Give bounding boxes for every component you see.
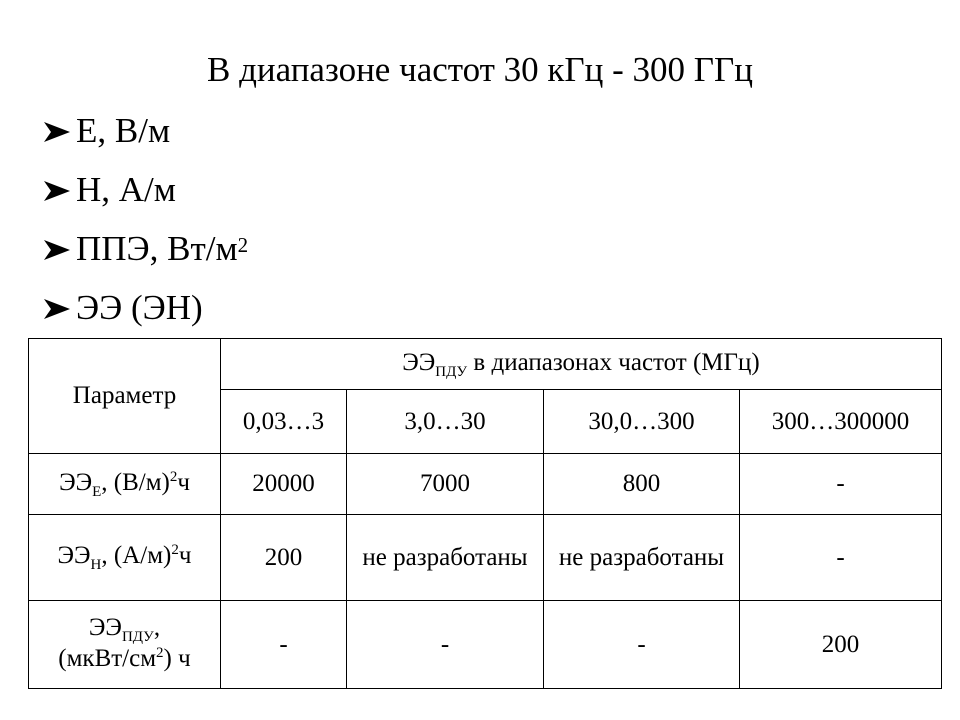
table-cell: 200: [740, 601, 942, 689]
table-cell: 20000: [221, 454, 347, 515]
norms-table: [28, 338, 942, 689]
table-row: [29, 601, 942, 689]
bullet-text: E, В/м: [76, 111, 171, 150]
table-row: [29, 515, 942, 601]
table-cell: 7000: [347, 454, 544, 515]
table-cell: -: [740, 515, 942, 601]
row-label: $ЭЭ_E$, $(В/м)^2ч$: [29, 454, 221, 515]
arrow-bullet-icon: [44, 299, 70, 319]
table-cell: не разработаны: [544, 515, 740, 601]
table-cell: -: [221, 601, 347, 689]
arrow-bullet-icon: [44, 240, 70, 260]
row-label: $ЭЭ_{ПДУ}$, $(мкВт/см^2)$ ч: [29, 601, 221, 689]
range-header: 0,03…3: [221, 390, 347, 454]
table-cell: не разработаны: [347, 515, 544, 601]
superscript: 2: [237, 233, 249, 257]
table-cell: 800: [544, 454, 740, 515]
table-row: [29, 454, 942, 515]
bullet-text: ЭЭ (ЭН): [76, 288, 203, 327]
table-cell: 200: [221, 515, 347, 601]
bullet-list: [40, 108, 248, 344]
arrow-bullet-icon: [44, 181, 70, 201]
slide-title: В диапазоне частот 30 кГц - 300 ГГц: [206, 50, 754, 89]
table-cell: -: [544, 601, 740, 689]
range-header: 3,0…30: [347, 390, 544, 454]
bullet-item: [40, 108, 248, 167]
range-header: 300…300000: [740, 390, 942, 454]
table-cell: -: [740, 454, 942, 515]
bullet-item: [40, 226, 248, 285]
bullet-text: ППЭ, Вт/м: [76, 229, 238, 268]
bullet-item: [40, 285, 248, 344]
row-label: $ЭЭ_H$, $(А/м)^2ч$: [29, 515, 221, 601]
table-cell: -: [347, 601, 544, 689]
arrow-bullet-icon: [44, 122, 70, 142]
bullet-text: H, А/м: [76, 170, 176, 209]
group-header: $ЭЭ_{ПДУ}$ в диапазонах частот (МГц): [221, 339, 942, 390]
param-header: Параметр: [29, 339, 221, 454]
bullet-item: [40, 167, 248, 226]
range-header: 30,0…300: [544, 390, 740, 454]
